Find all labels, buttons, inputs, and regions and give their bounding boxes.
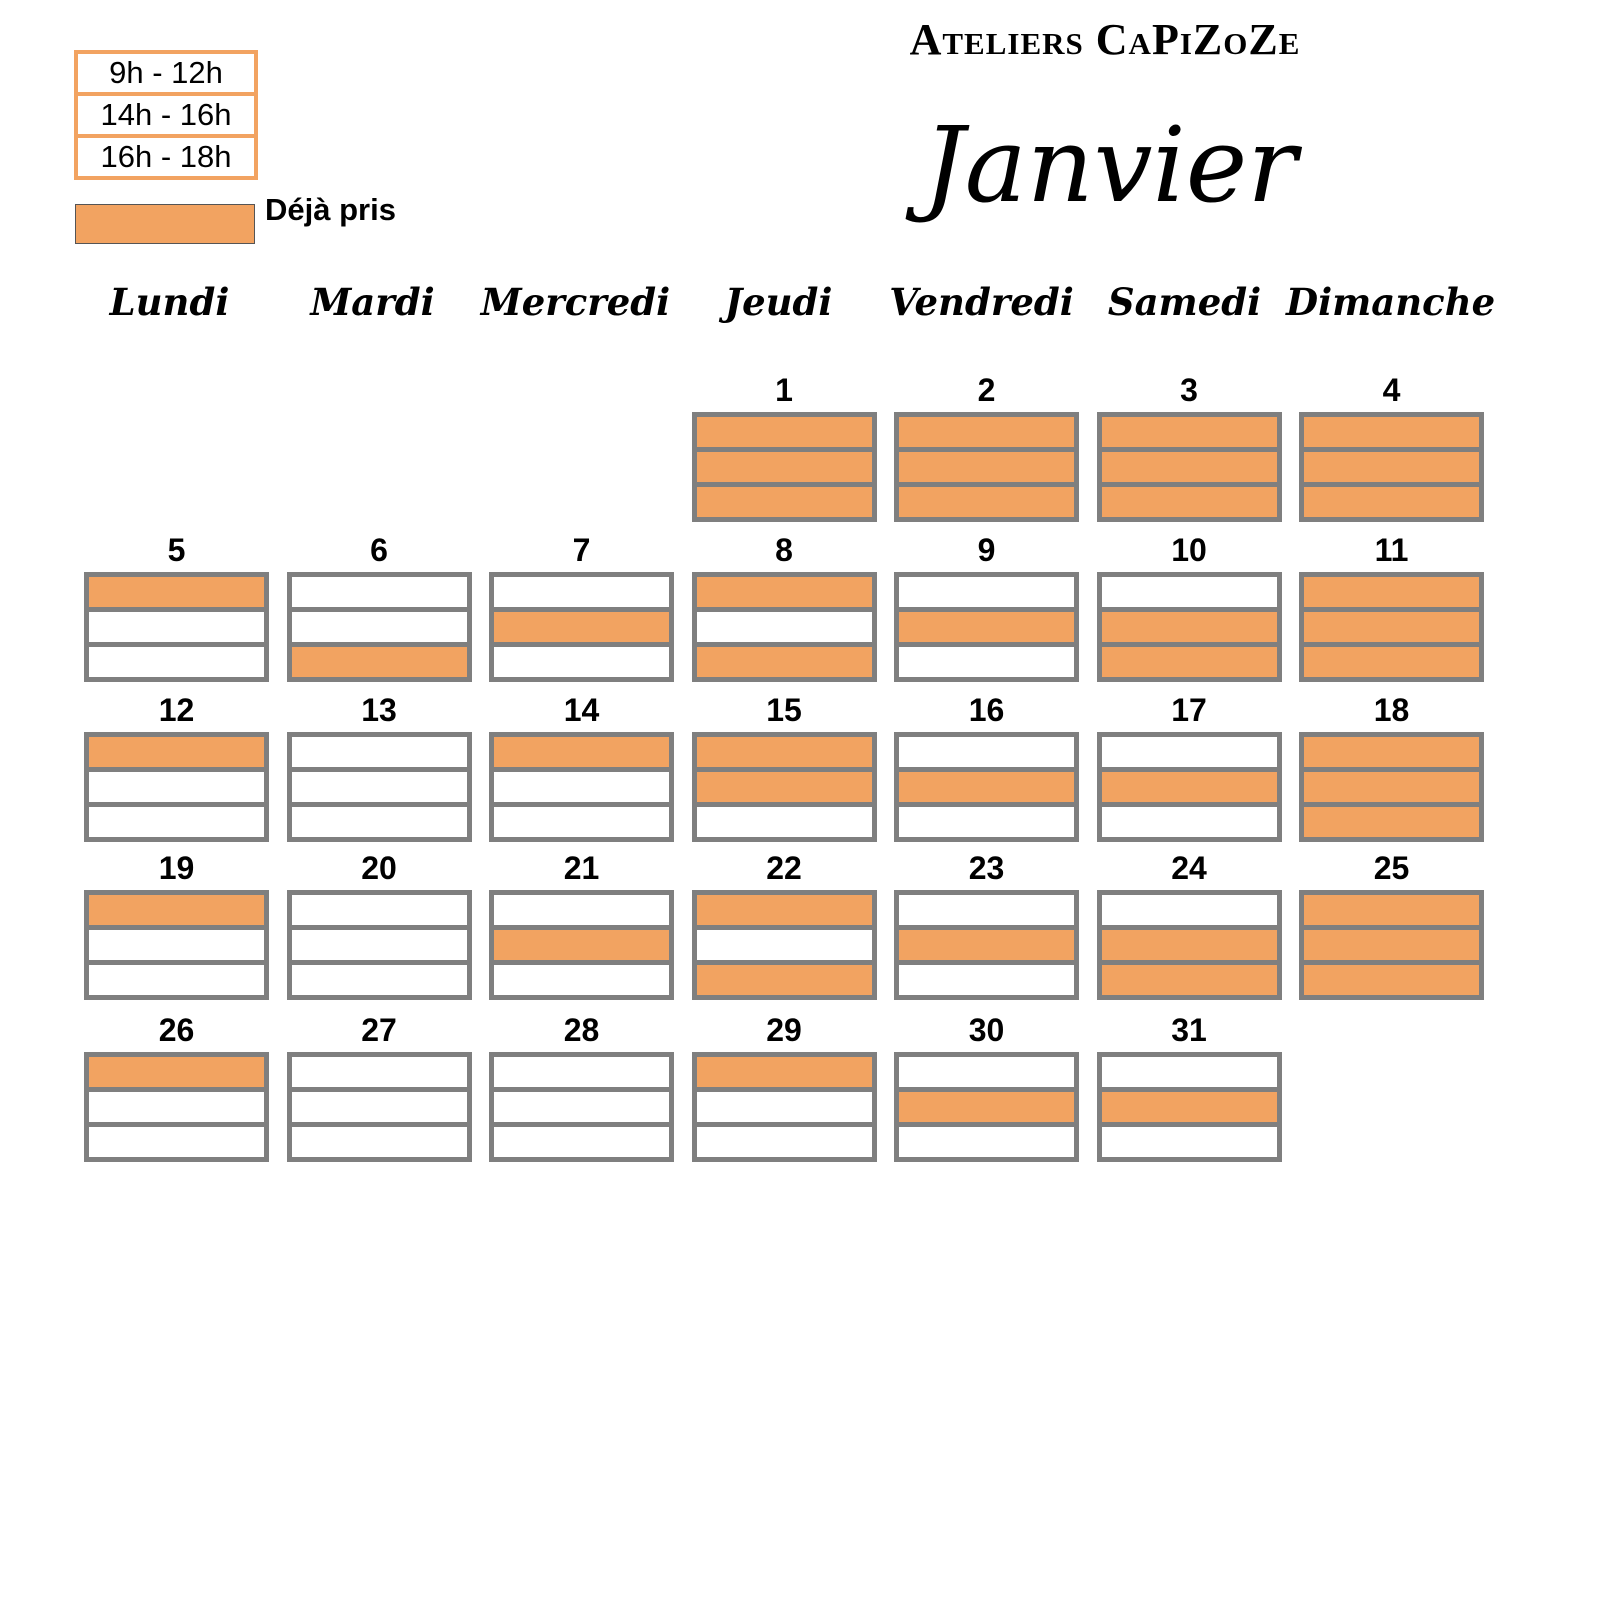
day-number: 3 <box>1180 372 1198 408</box>
slot-taken[interactable] <box>89 1057 264 1087</box>
slot-free[interactable] <box>292 930 467 960</box>
day-number: 17 <box>1171 692 1207 728</box>
day-cell[interactable] <box>84 530 269 682</box>
slot-taken[interactable] <box>697 1057 872 1087</box>
day-number: 30 <box>968 1012 1005 1048</box>
day-number: 28 <box>563 1012 600 1048</box>
day-number: 16 <box>968 692 1005 728</box>
day-cell[interactable] <box>894 848 1079 1000</box>
legend-slot-early-afternoon: 14h - 16h <box>78 96 254 134</box>
slot-free[interactable] <box>494 1127 669 1157</box>
slot-taken[interactable] <box>697 895 872 925</box>
slot-free[interactable] <box>899 807 1074 837</box>
slot-taken[interactable] <box>899 452 1074 482</box>
day-cell[interactable] <box>84 690 269 842</box>
slot-box <box>287 890 472 1000</box>
slot-taken[interactable] <box>697 577 872 607</box>
slot-free[interactable] <box>1102 577 1277 607</box>
day-cell[interactable] <box>287 530 472 682</box>
day-number: 15 <box>766 692 802 728</box>
day-cell[interactable] <box>1299 370 1484 522</box>
day-cell[interactable] <box>692 1010 877 1162</box>
day-cell[interactable] <box>84 1010 269 1162</box>
day-number: 25 <box>1373 850 1410 886</box>
day-number: 2 <box>977 372 996 408</box>
slot-taken[interactable] <box>697 452 872 482</box>
day-cell[interactable] <box>287 848 472 1000</box>
slot-free[interactable] <box>697 1092 872 1122</box>
slot-free[interactable] <box>899 737 1074 767</box>
day-number: 19 <box>158 850 195 886</box>
day-cell[interactable] <box>894 1010 1079 1162</box>
slot-free[interactable] <box>1102 1057 1277 1087</box>
slot-box <box>489 732 674 842</box>
slot-box <box>84 890 269 1000</box>
day-cell[interactable] <box>894 690 1079 842</box>
slot-free[interactable] <box>292 772 467 802</box>
slot-box <box>489 1052 674 1162</box>
slot-box <box>287 1052 472 1162</box>
slot-free[interactable] <box>697 612 872 642</box>
day-cell[interactable] <box>1097 848 1282 1000</box>
slot-taken[interactable] <box>1304 965 1479 995</box>
slot-taken[interactable] <box>1304 772 1479 802</box>
slot-taken[interactable] <box>1304 577 1479 607</box>
day-number: 10 <box>1171 532 1207 568</box>
slot-free[interactable] <box>292 577 467 607</box>
slot-box <box>1097 732 1282 842</box>
slot-taken[interactable] <box>697 647 872 677</box>
day-number: 27 <box>361 1012 397 1048</box>
slot-free[interactable] <box>89 1127 264 1157</box>
weekday-wednesday: Mercredi <box>480 280 671 324</box>
slot-free[interactable] <box>697 1127 872 1157</box>
day-cell[interactable] <box>692 370 877 522</box>
slot-box <box>894 890 1079 1000</box>
day-number: 5 <box>167 532 186 568</box>
day-cell[interactable] <box>1299 690 1484 842</box>
slot-box <box>1097 412 1282 522</box>
slot-box <box>692 732 877 842</box>
day-number: 9 <box>977 532 996 568</box>
slot-box <box>1299 732 1484 842</box>
taken-label: Déjà pris <box>265 192 396 227</box>
slot-taken[interactable] <box>1304 737 1479 767</box>
slot-free[interactable] <box>494 965 669 995</box>
slot-taken[interactable] <box>697 965 872 995</box>
day-number: 26 <box>158 1012 195 1048</box>
slot-taken[interactable] <box>1102 647 1277 677</box>
slot-free[interactable] <box>89 965 264 995</box>
slot-box <box>1299 412 1484 522</box>
day-number: 8 <box>775 532 793 568</box>
slot-free[interactable] <box>292 1092 467 1122</box>
slot-box <box>894 732 1079 842</box>
slot-free[interactable] <box>494 895 669 925</box>
slot-free[interactable] <box>1102 1127 1277 1157</box>
day-cell[interactable] <box>692 530 877 682</box>
slot-box <box>894 412 1079 522</box>
slot-taken[interactable] <box>1304 417 1479 447</box>
day-number: 20 <box>361 850 397 886</box>
slot-free[interactable] <box>1102 895 1277 925</box>
slot-box <box>1299 890 1484 1000</box>
slot-free[interactable] <box>697 930 872 960</box>
slot-taken[interactable] <box>697 487 872 517</box>
weekday-header <box>68 272 1538 332</box>
slot-free[interactable] <box>89 612 264 642</box>
slot-taken[interactable] <box>494 930 669 960</box>
slot-box <box>84 572 269 682</box>
slot-free[interactable] <box>89 1092 264 1122</box>
slot-box <box>692 412 877 522</box>
slot-box <box>1097 1052 1282 1162</box>
slot-taken[interactable] <box>697 737 872 767</box>
slot-free[interactable] <box>292 965 467 995</box>
slot-taken[interactable] <box>494 737 669 767</box>
slot-taken[interactable] <box>697 772 872 802</box>
slot-taken[interactable] <box>1102 452 1277 482</box>
slot-taken[interactable] <box>1304 930 1479 960</box>
brand-title: Ateliers CaPiZoZe <box>909 15 1301 64</box>
weekday-saturday: Samedi <box>1107 280 1262 324</box>
taken-legend <box>75 192 396 244</box>
day-number: 31 <box>1171 1012 1207 1048</box>
slot-box <box>894 1052 1079 1162</box>
slot-free[interactable] <box>89 807 264 837</box>
month-title: Janvier <box>923 104 1297 226</box>
slot-free[interactable] <box>494 807 669 837</box>
slot-free[interactable] <box>494 647 669 677</box>
legend-slot-late-afternoon: 16h - 18h <box>78 138 254 176</box>
slot-taken[interactable] <box>899 417 1074 447</box>
slot-box <box>84 1052 269 1162</box>
slot-taken[interactable] <box>1102 965 1277 995</box>
day-number: 21 <box>563 850 600 886</box>
day-cell[interactable] <box>894 530 1079 682</box>
slot-taken[interactable] <box>1304 612 1479 642</box>
slot-box <box>692 1052 877 1162</box>
slot-free[interactable] <box>899 577 1074 607</box>
slot-taken[interactable] <box>292 647 467 677</box>
slot-taken[interactable] <box>697 417 872 447</box>
slot-taken[interactable] <box>1304 487 1479 517</box>
slot-free[interactable] <box>697 807 872 837</box>
day-number: 11 <box>1374 532 1409 568</box>
slot-free[interactable] <box>89 772 264 802</box>
slot-box <box>489 890 674 1000</box>
day-cell[interactable] <box>489 690 674 842</box>
slot-taken[interactable] <box>494 612 669 642</box>
slot-box <box>287 732 472 842</box>
slot-free[interactable] <box>494 577 669 607</box>
slot-taken[interactable] <box>899 1092 1074 1122</box>
slot-taken[interactable] <box>899 772 1074 802</box>
weekday-thursday: Jeudi <box>724 280 833 324</box>
slot-taken[interactable] <box>899 612 1074 642</box>
slot-free[interactable] <box>292 612 467 642</box>
slot-taken[interactable] <box>1102 612 1277 642</box>
day-cell[interactable] <box>287 690 472 842</box>
day-number: 1 <box>775 372 793 408</box>
day-number: 29 <box>766 1012 802 1048</box>
slot-taken[interactable] <box>1102 1092 1277 1122</box>
slot-taken[interactable] <box>89 895 264 925</box>
day-cell[interactable] <box>1097 690 1282 842</box>
day-number: 24 <box>1171 850 1207 886</box>
day-number: 18 <box>1373 692 1410 728</box>
slot-free[interactable] <box>1102 737 1277 767</box>
day-number: 22 <box>766 850 802 886</box>
weekday-tuesday: Mardi <box>310 280 435 324</box>
slot-taken[interactable] <box>899 930 1074 960</box>
weekday-friday: Vendredi <box>889 280 1074 324</box>
day-cell[interactable] <box>1097 370 1282 522</box>
slot-free[interactable] <box>292 895 467 925</box>
day-cell[interactable] <box>489 848 674 1000</box>
day-cell[interactable] <box>1299 848 1484 1000</box>
slot-free[interactable] <box>292 1127 467 1157</box>
slot-free[interactable] <box>292 737 467 767</box>
slot-box <box>287 572 472 682</box>
slot-free[interactable] <box>899 647 1074 677</box>
day-cell[interactable] <box>692 848 877 1000</box>
weekday-sunday: Dimanche <box>1286 280 1496 324</box>
slot-box <box>894 572 1079 682</box>
day-cell[interactable] <box>489 1010 674 1162</box>
day-cell[interactable] <box>287 1010 472 1162</box>
day-cell[interactable] <box>894 370 1079 522</box>
day-number: 4 <box>1382 372 1401 408</box>
slot-taken[interactable] <box>1102 772 1277 802</box>
slot-taken[interactable] <box>89 577 264 607</box>
slot-box <box>489 572 674 682</box>
day-cell[interactable] <box>1299 530 1484 682</box>
slot-taken[interactable] <box>1102 417 1277 447</box>
slot-taken[interactable] <box>1304 647 1479 677</box>
slot-free[interactable] <box>292 1057 467 1087</box>
day-cell[interactable] <box>1097 1010 1282 1162</box>
slot-box <box>692 890 877 1000</box>
slot-taken[interactable] <box>899 487 1074 517</box>
slot-free[interactable] <box>494 1057 669 1087</box>
slot-taken[interactable] <box>1304 807 1479 837</box>
slot-free[interactable] <box>494 1092 669 1122</box>
slot-taken[interactable] <box>1102 487 1277 517</box>
slot-free[interactable] <box>1102 807 1277 837</box>
legend-slot-morning: 9h - 12h <box>78 54 254 92</box>
slot-taken[interactable] <box>1304 452 1479 482</box>
day-number: 6 <box>370 532 388 568</box>
slot-box <box>1097 890 1282 1000</box>
day-number: 12 <box>158 692 195 728</box>
day-cell[interactable] <box>489 530 674 682</box>
taken-swatch <box>75 204 255 244</box>
slot-box <box>84 732 269 842</box>
slot-free[interactable] <box>899 1057 1074 1087</box>
slot-box <box>1299 572 1484 682</box>
slot-taken[interactable] <box>89 737 264 767</box>
slot-taken[interactable] <box>1102 930 1277 960</box>
day-cell[interactable] <box>84 848 269 1000</box>
slot-free[interactable] <box>89 647 264 677</box>
slot-free[interactable] <box>89 930 264 960</box>
weekday-monday: Lundi <box>109 280 230 324</box>
day-number: 14 <box>563 692 600 728</box>
slot-free[interactable] <box>899 965 1074 995</box>
slot-free[interactable] <box>899 895 1074 925</box>
day-cell[interactable] <box>692 690 877 842</box>
day-number: 23 <box>968 850 1005 886</box>
slot-box <box>1097 572 1282 682</box>
day-cell[interactable] <box>1097 530 1282 682</box>
day-number: 7 <box>572 532 591 568</box>
slot-box <box>692 572 877 682</box>
day-number: 13 <box>361 692 397 728</box>
slot-free[interactable] <box>494 772 669 802</box>
slot-legend <box>74 50 258 180</box>
slot-free[interactable] <box>292 807 467 837</box>
slot-free[interactable] <box>899 1127 1074 1157</box>
slot-taken[interactable] <box>1304 895 1479 925</box>
